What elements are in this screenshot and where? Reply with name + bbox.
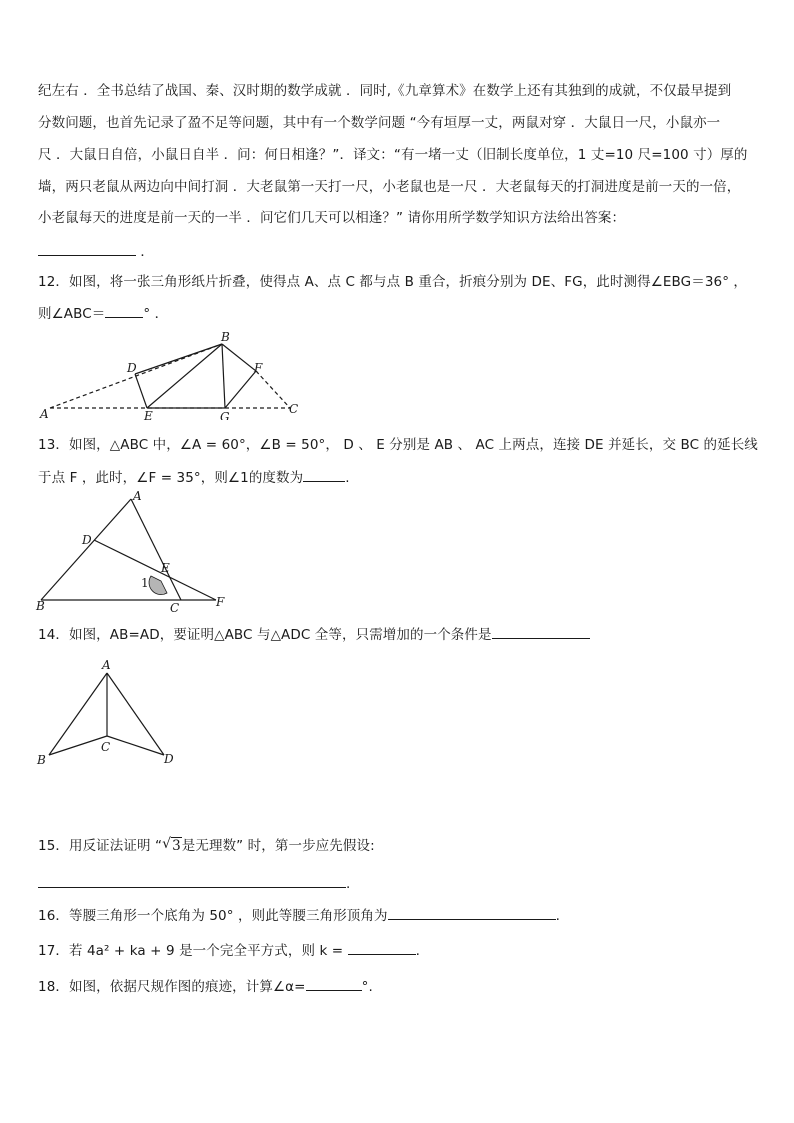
q13-angle-1-mark [149, 576, 167, 595]
q16-line-1 [38, 905, 560, 925]
q15-prefix: 15．用反证法证明 “ [38, 838, 163, 854]
intro-line-3: 尺 ．大鼠日自倍，小鼠日自半 ．问：何日相逢？”．译文：“有一堵一丈（旧制长度单位，1 丈=10 尺=100 寸）厚的 [38, 147, 748, 163]
radical-sign-icon: √ [162, 836, 172, 852]
q14-line-1 [38, 624, 590, 644]
q15-sqrt [162, 837, 182, 855]
q12-answer-blank[interactable] [105, 303, 143, 318]
q15-suffix: 是无理数” 时，第一步应先假设: [181, 838, 375, 854]
q18-answer-blank[interactable] [306, 976, 362, 991]
q14-text: 14．如图，AB=AD，要证明△ABC 与△ADC 全等，只需增加的一个条件是 [38, 627, 492, 643]
q18-text: 18．如图，依据尺规作图的痕迹，计算∠α= [38, 979, 306, 995]
q12-label-D: D [127, 361, 137, 375]
q12-line-2 [38, 303, 168, 323]
q18-line-1 [38, 976, 373, 996]
q13-label-F: F [216, 595, 225, 609]
q13-line-2 [38, 467, 350, 487]
q17-answer-blank[interactable] [348, 940, 416, 955]
q12-label-A: A [40, 407, 49, 420]
q16-answer-blank[interactable] [388, 905, 556, 920]
q15-radicand: 3 [172, 838, 181, 854]
q13-figure [30, 490, 240, 615]
q16-text: 16．等腰三角形一个底角为 50° ，则此等腰三角形顶角为 [38, 908, 388, 924]
q12-line-1: 12．如图，将一张三角形纸片折叠，使得点 A、点 C 都与点 B 重合，折痕分别为 DE、FG，此时测得∠EBG＝36° ， [38, 274, 748, 290]
q17-end: . [415, 943, 420, 959]
intro-line-4: 墙，两只老鼠从两边向中间打洞 ．大老鼠第一天打一尺，小老鼠也是一尺 ．大老鼠每天的打洞进度是前一天的一倍， [38, 179, 741, 195]
q17-line-1 [38, 940, 420, 960]
q13-label-E: E [161, 561, 170, 575]
q12-label-B: B [221, 330, 230, 344]
q14-figure [32, 655, 187, 770]
intro-line-2: 分数问题，也首先记录了盈不足等问题，其中有一个数学问题 “今有垣厚一丈，两鼠对穿 ．大鼠日一尺，小鼠亦一 [38, 115, 721, 131]
q12-label-C: C [289, 402, 299, 416]
q13-label-B: B [36, 599, 45, 613]
q15-line-1 [38, 837, 375, 855]
q18-end: °. [361, 979, 373, 995]
intro-line-5: 小老鼠每天的进度是前一天的一半 ．问它们几天可以相逢？” 请你用所学数学知识方法给出答案： [38, 210, 626, 226]
q12-prefix: 则∠ABC＝ [38, 306, 106, 322]
q14-label-A: A [102, 658, 111, 672]
q13-label-angle-1: 1 [141, 576, 149, 590]
intro-line-1: 纪左右 ．全书总结了战国、秦、汉时期的数学成就 ．同时,《九章算术》在数学上还有其独到的成就，不仅最早提到 [38, 83, 732, 99]
q12-suffix: ° ． [143, 306, 169, 322]
q11-answer-row [38, 241, 154, 261]
q11-answer-end: ． [140, 244, 155, 260]
q13-label-D: D [82, 533, 92, 547]
q14-label-C: C [101, 740, 111, 754]
q14-label-D: D [164, 752, 174, 766]
q12-label-E: E [144, 409, 153, 420]
q13-suffix: . [345, 470, 350, 486]
q15-answer-end: . [346, 876, 351, 892]
q15-answer-blank[interactable] [38, 873, 346, 888]
q14-answer-blank[interactable] [492, 624, 590, 639]
q16-end: . [555, 908, 560, 924]
q13-label-C: C [170, 601, 180, 615]
q13-label-A: A [133, 490, 142, 503]
q14-label-B: B [37, 753, 46, 767]
q13-line-1: 13．如图，△ABC 中，∠A = 60°，∠B = 50°， D 、 E 分别是 AB 、 AC 上两点，连接 DE 并延长，交 BC 的延长线 [38, 437, 758, 453]
q12-label-G: G [220, 410, 230, 420]
q12-label-F: F [254, 361, 263, 375]
q13-answer-blank[interactable] [303, 467, 345, 482]
q11-answer-blank[interactable] [38, 241, 136, 256]
q12-figure [36, 328, 306, 420]
q17-text: 17．若 4a² + ka + 9 是一个完全平方式，则 k = [38, 943, 348, 959]
q13-prefix: 于点 F ，此时，∠F = 35°，则∠1的度数为 [38, 470, 304, 486]
q15-answer-row [38, 873, 350, 893]
